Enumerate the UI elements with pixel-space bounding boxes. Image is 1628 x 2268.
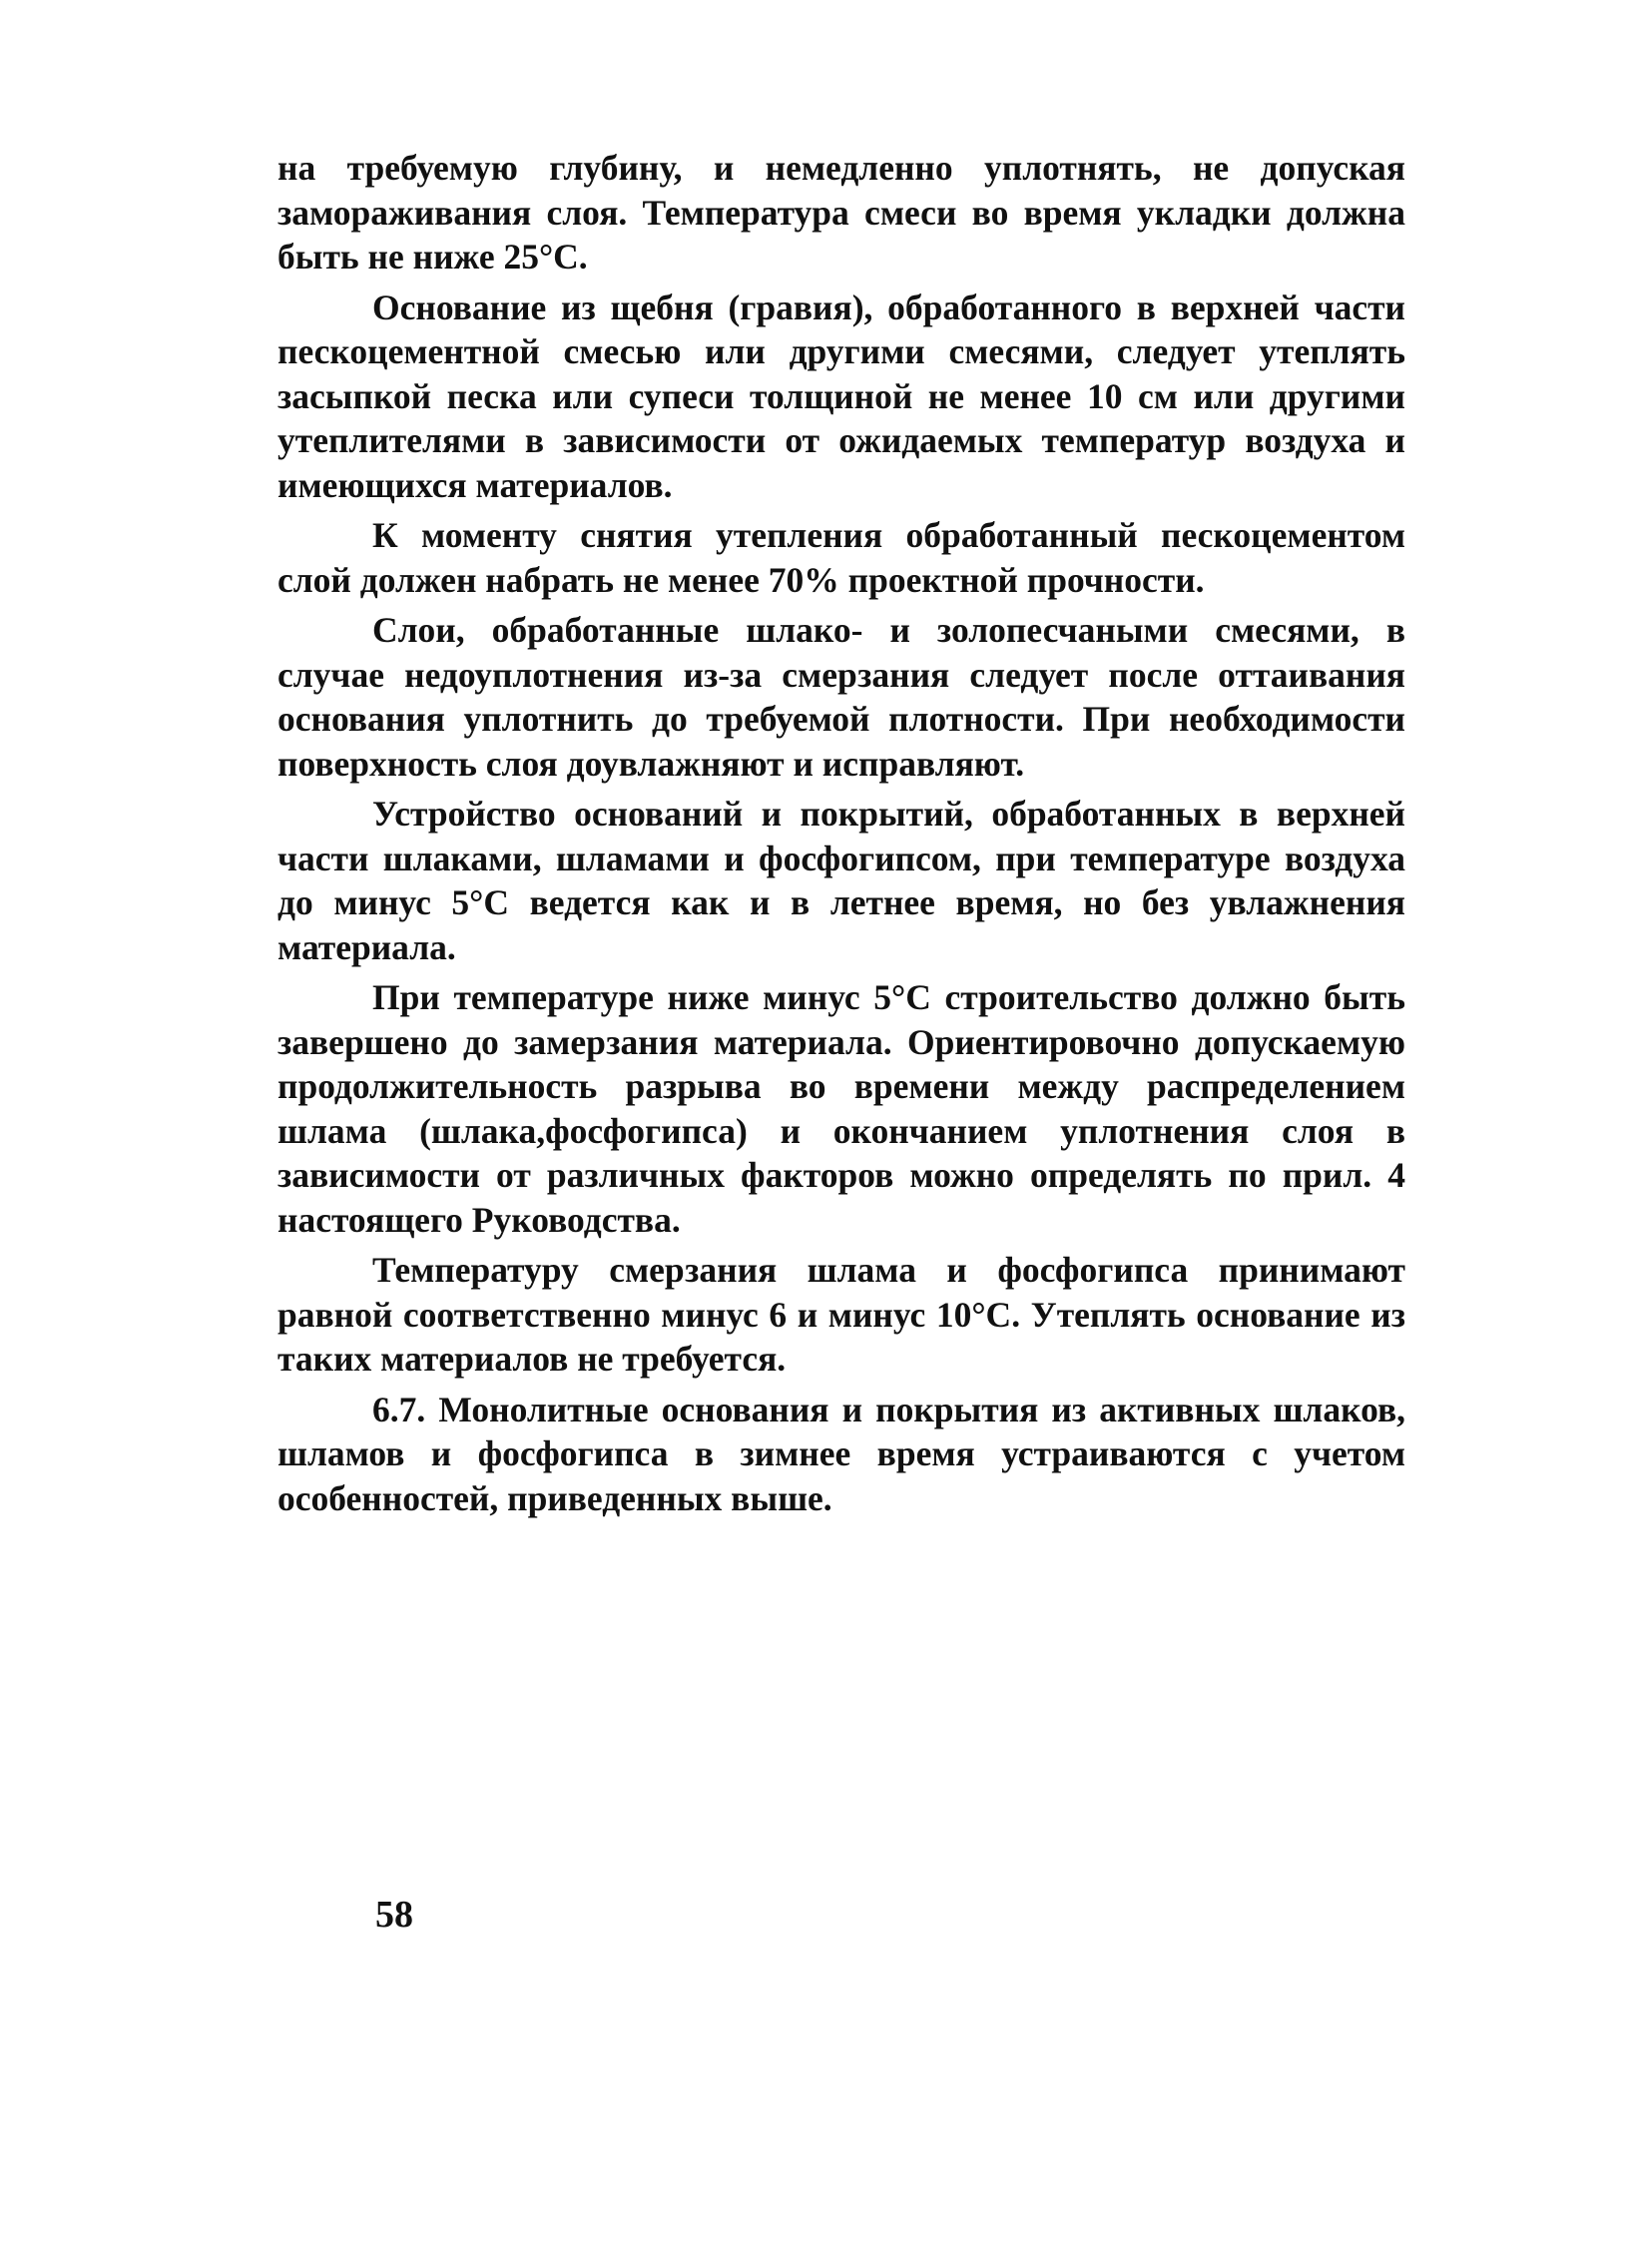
paragraph-below-minus-five: При температуре ниже минус 5°С строительство должно быть завершено до замерзания материала. Ориентировочно допускаемую продолжительность разрыва во времени между распределением шлама (шлака,фосфогипса) и окончанием уплотнения слоя в зависимости от различных факторов можно определять по прил. 4 настоящего Руководства. [277,977,1405,1240]
paragraph-slag-ash-layers: Слои, обработанные шлако- и золопесчаными смесями, в случае недоуплотнения из-за смерзания следует после оттаивания основания уплотнить до требуемой плотности. При необходимости поверхность слоя доувлажняют и исправляют. [277,610,1405,784]
body-text [277,146,1405,1526]
page-number: 58 [375,1894,413,1936]
paragraph-slag-sludge-phosphogypsum: Устройство оснований и покрытий, обработанных в верхней части шлаками, шламами и фосфогипсом, при температуре воздуха до минус 5°С ведется как и в летнее время, но без увлажнения материала. [277,794,1405,967]
paragraph-section-6-7: 6.7. Монолитные основания и покрытия из активных шлаков, шламов и фосфогипса в зимнее время устраиваются с учетом особенностей, приведенных выше. [277,1389,1405,1518]
paragraph-freezing-temperature: Температуру смерзания шлама и фосфогипса принимают равной соответственно минус 6 и минус 10°С. Утеплять основание из таких материалов не требуется. [277,1250,1405,1379]
paragraph-base-insulation: Основание из щебня (гравия), обработанного в верхней части пескоцементной смесью или другими смесями, следует утеплять засыпкой песка или супеси толщиной не менее 10 см или другими утеплителями в зависимости от ожидаемых температур воздуха и имеющихся материалов. [277,286,1405,505]
paragraph-insulation-removal: К моменту снятия утепления обработанный пескоцементом слой должен набрать не менее 70% проектной прочности. [277,515,1405,600]
paragraph-continuation: на требуемую глубину, и немедленно уплотнять, не допуская замораживания слоя. Температура смеси во время укладки должна быть не ниже 25°С. [277,148,1405,277]
